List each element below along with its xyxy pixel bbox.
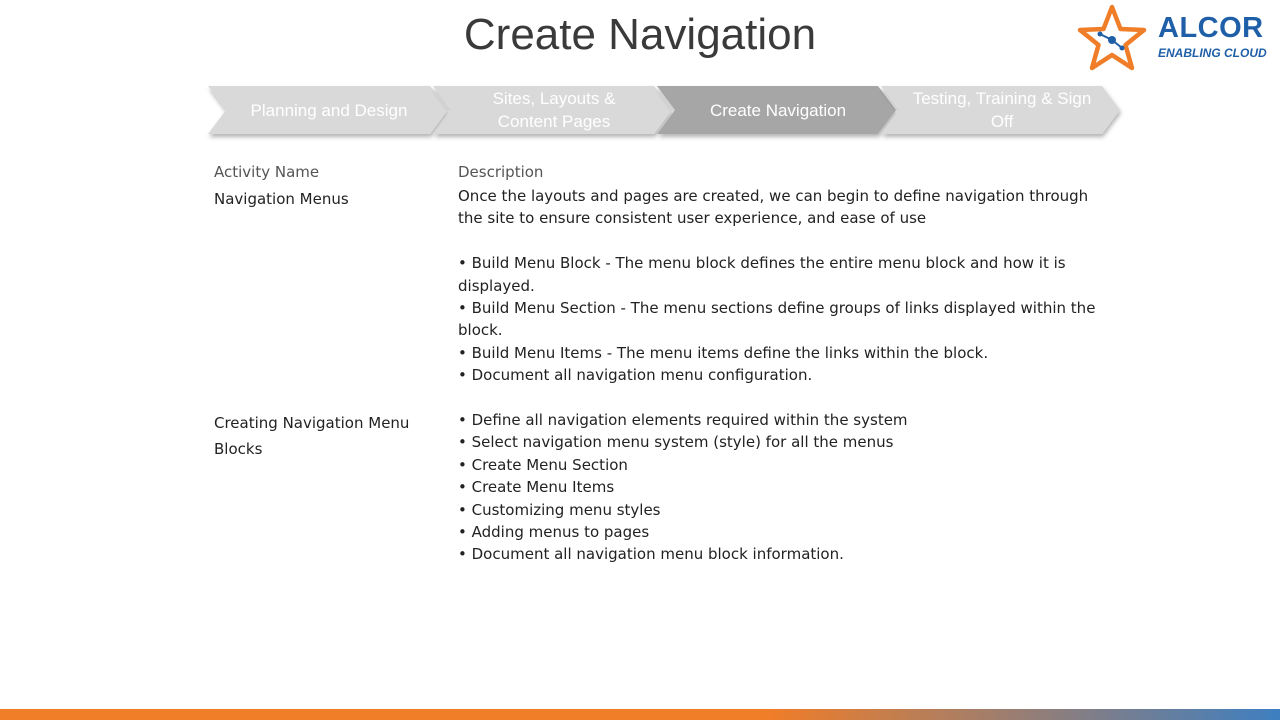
bullet-item: • Create Menu Section — [458, 454, 1108, 476]
step-label-testing: Testing, Training & Sign Off — [912, 89, 1092, 131]
bullet-item: • Document all navigation menu block information. — [458, 543, 1108, 565]
description-column-header: Description — [458, 163, 544, 181]
page-title: Create Navigation — [463, 10, 817, 59]
description-navigation-menu-blocks — [458, 409, 1108, 566]
description-intro: Once the layouts and pages are created, we can begin to define navigation through the site to ensure consistent user experience, and ease of use — [458, 187, 1089, 228]
bullet-item: • Select navigation menu system (style) for all the menus — [458, 431, 1108, 453]
activity-navigation-menus: Navigation Menus — [214, 190, 349, 208]
logo-tagline: ENABLING CLOUD — [1158, 46, 1267, 60]
bullet-item: • Adding menus to pages — [458, 521, 1108, 543]
bullet-item: • Build Menu Items - The menu items define the links within the block. — [458, 342, 1108, 364]
logo-name: ALCOR — [1158, 12, 1264, 44]
bullet-item: • Build Menu Block - The menu block defines the entire menu block and how it is displayed. — [458, 252, 1108, 297]
bullet-item: • Customizing menu styles — [458, 499, 1108, 521]
description-navigation-menus — [458, 185, 1108, 387]
step-label-navigation: Create Navigation — [709, 100, 847, 120]
step-label-sites: Sites, Layouts & Content Pages — [492, 89, 616, 131]
activity-navigation-menu-blocks: Creating Navigation Menu Blocks — [214, 414, 410, 458]
step-label-planning: Planning and Design — [250, 100, 408, 120]
bullet-item: • Build Menu Section - The menu sections define groups of links displayed within the block. — [458, 297, 1108, 342]
activity-column-header: Activity Name — [214, 163, 320, 181]
footer-color-bar — [0, 709, 1280, 720]
bullet-item: • Define all navigation elements required within the system — [458, 409, 1108, 431]
bullet-item: • Create Menu Items — [458, 476, 1108, 498]
bullet-item: • Document all navigation menu configuration. — [458, 364, 1108, 386]
